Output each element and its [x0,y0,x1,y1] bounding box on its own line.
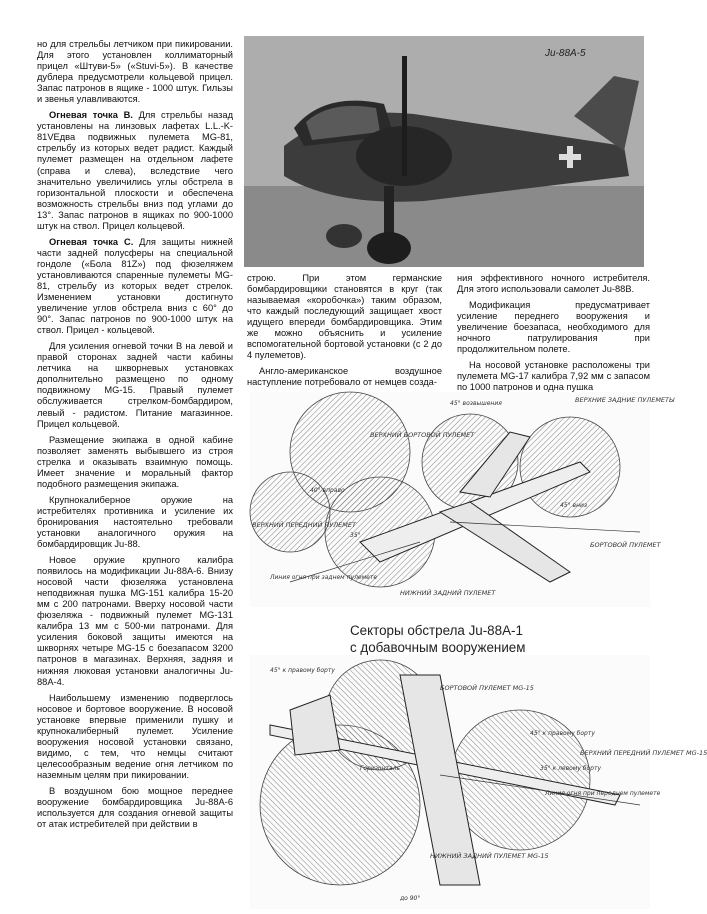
paragraph: Новое оружие крупного калибра появилось на модификации Ju-88A-6. Внизу носовой части фюзеляжа установлена неподвижная пушка MG-151 калибра 15-20 мм с 200 патронами. Вверху носовой части фюзеляжа - подвижный пулемет MG-131 калибра 13 мм с 500-ми патронами. Для усиления боковой защиты имеются на шкворнях четыре MG-15 с боезапасом 3200 патронов в магазинах. Верхняя, задняя и нижняя люковая установки аналогичны Ju-88A-4. [37,555,233,687]
fire-line-label: Линия огня при переднем пулемете [545,790,661,797]
firing-sectors-diagram-top [250,392,675,607]
paragraph: Англо-американское воздушное наступление потребовало от немцев созда- [247,366,442,388]
paragraph: Для усиления огневой точки В на левой и правой сторонах задней части кабины летчика на шкворневых установках дополнительно размещено по одному подвижному MG-15. Правый пулемет обслуживается стрелком-бомбардиром, левый - радистом. Питание магазинное. Прицел кольцевой. [37,341,233,429]
paragraph: но для стрельбы летчиком при пикировании. Для этого установлен коллиматорный прицел «Штуви-5» («Stuvi-5»). В качестве дублера предусмотрели кольцевой прицел. Запас патронов в ящике - 1000 штук. Гильзы и звенья улавливаются. [37,39,233,105]
angle-label: 45° к правому борту [530,730,595,737]
paragraph: В воздушном бою мощное переднее вооружение бомбардировщика Ju-88A-6 используется для создания огневой защиты от атак истребителей при действии в [37,786,233,830]
label-bottom-rear: НИЖНИЙ ЗАДНИЙ ПУЛЕМЕТ [400,589,496,597]
angle-label: 40° вправо [310,487,345,494]
paragraph: Размещение экипажа в одной кабине позволяет заменять выбывшего из строя стрелка и оказывать взаимную помощь. Имеет значение и моральный фактор подобного размещения экипажа. [37,434,233,489]
paragraph: Крупнокалиберное оружие на истребителях противника и усиление их бронирования настоятельно требовали установки аналогичного оружия на бомбардировщик Ju-88. [37,494,233,550]
diagram-title-line: Секторы обстрела Ju-88A-1 [350,623,523,638]
paragraph: ния эффективного ночного истребителя. Для этого использовали самолет Ju-88B. [457,273,650,295]
angle-label: 45° возвышения [450,400,502,407]
paragraph-text: Для стрельбы назад установлены на линзовых лафетах L.L.-K-81VEдва подвижных пулемета MG-81, стрельбу из которых ведет радист. Каждый пулемет размещен на отдельном лафете (справа и слева), вследствие чего значительно увеличились углы обстрела в горизонтальной плоскости и обеспечена возможность стрельбы вниз под углами до 13°. Запас патронов в ящиках по 900-1000 штук на ствол. Прицел кольцевой. [37,110,233,231]
horizon-label: Горизонталь [360,765,401,772]
paragraph: строю. При этом германские бомбардировщики становятся в круг (так называемая «коробочка») таким образом, что каждый последующий защищает хвост идущего впереди бомбардировщика. Этим же можно объяснить и усиление вспомогательной бортовой установки (с 2 до 4 пулеметов). [247,273,442,361]
paragraph: Модификация предусматривает усиление переднего вооружения и увеличение боезапаса, необходимого для ночного патрулирования при продолжительном полете. [457,300,650,355]
angle-label: до 90° [400,895,421,902]
angle-label: 35° к левому борту [540,765,602,772]
label-top-rear: ВЕРХНИЕ ЗАДНИЕ ПУЛЕМЕТЫ [575,396,675,404]
photo-caption: Ju-88A-5 [545,48,586,59]
right-text-column [457,273,650,398]
section-heading: Огневая точка B. [49,110,133,121]
label-side-gun: БОРТОВОЙ ПУЛЕМЕТ [590,541,661,549]
firing-sectors-diagram-bottom [250,655,707,909]
label-top-gun: ВЕРХНИЙ БОРТОВОЙ ПУЛЕМЕТ [370,431,475,439]
angle-label: 35° [350,532,361,539]
paragraph-text: Для защиты нижней части задней полусферы на специальной гондоле («Бола 81Z») под фюзеляжем установливаются спаренные пулеметы MG-81, стрельбу из которых ведет стрелок. Изменением установки достигнуто увеличение углов обстрела вниз с 60° до 90°. Запас патронов по 900-1000 штук на ствол. Прицел - кольцевой. [37,236,234,336]
label-top-front: ВЕРХНИЙ ПЕРЕДНИЙ ПУЛЕМЕТ MG-15 [580,749,707,757]
aircraft-photo [244,36,644,267]
paragraph [37,110,233,232]
section-heading: Огневая точка С. [49,236,134,247]
paragraph: На носовой установке расположены три пулемета MG-17 калибра 7,92 мм с запасом по 1000 патронов и одна пушка [457,360,650,393]
paragraph: Наибольшему изменению подверглось носовое и бортовое вооружение. В носовой установке впервые применили пушку и крупнокалиберный пулемет. Усиление вооружения носовой установки связано, видимо, с тем, что немцы считают целесообразным ведение огня летчиком по наземным целям при пикировании. [37,692,233,780]
photo-illustration [244,36,644,267]
left-text-column [37,39,233,835]
label-side-gun: БОРТОВОЙ ПУЛЕМЕТ MG-15 [440,684,534,692]
diagram-title [350,622,525,656]
label-left-front: ВЕРХНИЙ ПЕРЕДНИЙ ПУЛЕМЕТ [252,521,356,529]
diagram-title-line: с добавочным вооружением [350,640,526,655]
middle-text-column [247,273,442,393]
label-bottom-rear: НИЖНИЙ ЗАДНИЙ ПУЛЕМЕТ MG-15 [430,852,549,860]
angle-label: 45° вниз [560,502,588,509]
fire-line-label: Линия огня при заднем пулемете [270,574,378,581]
paragraph [37,237,233,336]
angle-label: 45° к правому борту [270,667,335,674]
diagram-drawing [250,655,650,909]
